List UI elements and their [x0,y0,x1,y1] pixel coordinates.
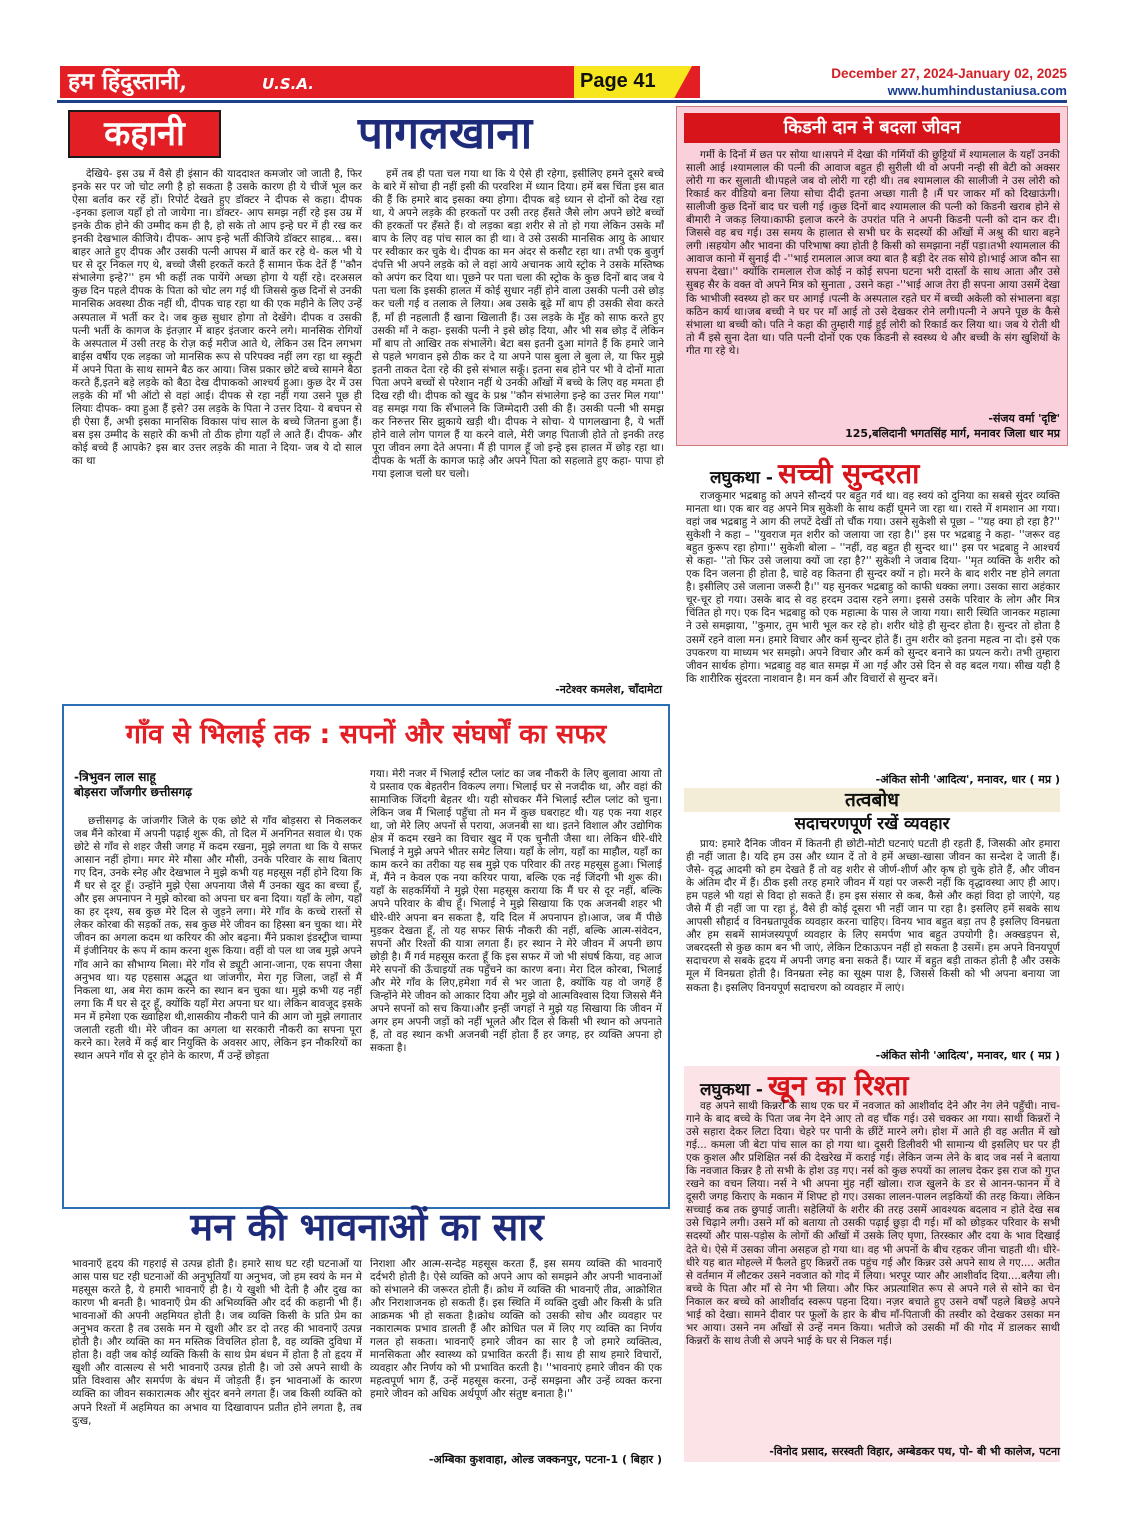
sundar-text: राजकुमार भद्रबाहु को अपने सौन्दर्य पर बहुत गर्व था। वह स्वयं को दुनिया का सबसे सुंदर व्यक्ति मानता था। एक बार वह अपने मित्र सुकेशी के साथ कहीं घूमने जा रहा था। रास्ते में शमशान आ गया। वहां जब भद्रबाहु ने आग की लपटें देखीं तो चौंक गया। उसने सुकेशी से पूछा – ''यह क्या हो रहा है?'' सुकेशी ने कहा – ''युवराज मृत शरीर को जलाया जा रहा है।'' इस पर भद्रबाहु ने कहा- ''जरूर वह बहुत कुरूप रहा होगा।'' सुकेशी बोला – ''नहीं, वह बहुत ही सुन्दर था।'' इस पर भद्रबाहु ने आश्चर्य से कहा- ''तो फिर उसे जलाया क्यों जा रहा है?'' सुकेशी ने जवाब दिया- ''मृत व्यक्ति के शरीर को एक दिन जलना ही होता है, चाहे वह कितना ही सुन्दर क्यों न हो। मरने के बाद शरीर नष्ट होने लगता है। इसीलिए उसे जलाना जरूरी है।'' यह सुनकर भद्रबाहु को काफी धक्का लगा। उसका सारा अहंकार चूर-चूर हो गया। उसके बाद से वह हरदम उदास रहने लगा। इससे उसके परिवार के लोग और मित्र चिंतित हो गए। एक दिन भद्रबाहु को एक महात्मा के पास ले जाया गया। सारी स्थिति जानकर महात्मा ने उसे समझाया, ''कुमार, तुम भारी भूल कर रहे हो। शरीर थोड़े ही सुन्दर होता है। सुन्दर तो होता है उसमें रहने वाला मन। हमारे विचार और कर्म सुन्दर होते हैं। तुम शरीर को इतना महत्व ना दो। इसे एक उपकरण या माध्यम भर समझो। अपने विचार और कर्म को सुन्दर बनाने का प्रयत्न करो। तभी तुम्हारा जीवन सार्थक होगा। भद्रबाहु वह बात समझ में आ गई और उसे दिन से वह बदल गया। सीख यही है कि शारीरिक सुंदरता नाशवान है। मन कर्म और विचारों से सुन्दर बनें। [686,490,1060,685]
story-text: देखिये- इस उम्र में वैसे ही इंसान की याददाश्त कमजोर जो जाती है, फिर इनके सर पर जो चोट लगी है हो सकता है उसके कारण ही ये चीजें भूल कर ऐसा बर्ताव कर रहें हों। रिपोर्ट देखते हुए डॉक्टर ने दीपक से कहा। दीपक -इनका इलाज यहाँ हो तो जायेगा ना। डॉक्टर- आप समझ नहीं रहे इस उम्र में इनके ठीक होने की उम्मीद कम ही है, हो सके तो आप इन्हे घर में ही रख कर इनकी देखभाल कीजिये। दीपक- आप इन्हे भर्ती कीजिये डॉक्टर साहब... बस। बाहर आते हुए दीपक और उसकी पत्नी आपस में बातें कर रहे थे- कल भी ये घर से दूर निकल गए थे, बच्चो जैसी हरकतें करते हैं सामान फेंक देतें हैं ''कौन संभालेगा इन्हे?'' हम भी कहीं तक पायेंगे अच्छा होगा ये यहीं रहे। दरअसल कुछ दिन पहले दीपक के पिता को चोट लग गई थी जिससे कुछ दिनों से उनकी मानसिक अवस्था ठीक नहीं थी, दीपक चाह रहा था की एक महीने के लिए उन्हें अस्पताल में भर्ती कर दे। जब कुछ सुधार होगा तो देखेंगे। दीपक व उसकी पत्नी भर्ती के कागज के इंतज़ार में बाहर इंतजार करने लगे। मानसिक रोगियों के अस्पताल में उसी तरह के रोज़ कई मरीज आते थे, लेकिन उस दिन लगभग बाईस वर्षीय एक लड़का जो मानसिक रूप से परिपक्व नहीं लग रहा था स्कूटी में अपने पिता के साथ सामने बैठ कर आया। जिस प्रकार छोटे बच्चे सामने बैठा करते हैं,इतने बड़े लड़के को बैठा देख दीपाकको आश्चर्य हुआ। कुछ देर में उस लड़के की माँ भी ऑटो से वहां आई। दीपक से रहा नहीं गया उसने पूछ ही लियाः दीपक- क्या हुआ हैं इसे? उस लड़के के पिता ने उत्तर दिया- ये बचपन से ही ऐसा हैं, अभी इसका मानसिक विकास पांच साल के बच्चे जितना हुआ हैं। बस इस उम्मीद के सहारे की कभी तो ठीक होगा यहाँ ले आते हैं। दीपक- और कोई बच्चे हैं आपके? इस बार उत्तर लड़के की माता ने दिया- जब ये दो साल का था [72,168,362,468]
page-number: Page 41 [580,70,656,92]
newspaper-name-suffix: U.S.A. [262,75,314,93]
sundar-label: लघुकथा - [710,468,773,488]
essay-title: मन की भावनाओं का सार [190,1205,544,1249]
essay-byline: -अम्बिका कुशवाहा, ओल्ड जक्कनपुर, पटना-1 ( बिहार ) [428,1453,662,1466]
feature-author: -त्रिभुवन लाल साहू [74,770,156,784]
kidney-story-body [686,149,1060,409]
story-column-1 [72,168,362,696]
story-column-2 [372,168,664,678]
feature-text: गया। मेरी नजर में भिलाई स्टील प्लांट का जब नौकरी के लिए बुलावा आया तो ये प्रस्ताव एक बेहतरीन विकल्प लगा। भिलाई घर से नजदीक था, और वहां की सामाजिक जिंदगी बेहतर थी। यही सोचकर मैंने भिलाई स्टील प्लांट को चुना। लेकिन जब मैं भिलाई पहुँचा तो मन में कुछ घबराहट थी। यह एक नया शहर था, जो मेरे लिए अपनों से पराया, अजनबी सा था। इतने विशाल और उद्योगिक क्षेत्र में कदम रखने का विचार खुद में एक चुनौती जैसा था। लेकिन धीरे-धीरे भिलाई ने मुझे अपने भीतर समेट लिया। यहाँ के लोग, यहाँ का माहौल, यहाँ का काम करने का तरीका यह सब मुझे एक परिवार की तरह महसूस हुआ। भिलाई में, मैंने न केवल एक नया करियर पाया, बल्कि एक नई जिंदगी भी शुरू की। यहाँ के सहकर्मियों ने मुझे ऐसा महसूस कराया कि मैं घर से दूर नहीं, बल्कि अपने परिवार के बीच हूँ। भिलाई ने मुझे सिखाया कि एक अजनबी शहर भी धीरे-धीरे अपना बन सकता है, यदि दिल में अपनापन हो।आज, जब मैं पीछे मुड़कर देखता हूँ, तो यह सफर सिर्फ नौकरी की नहीं, बल्कि आत्म-संवेदन, सपनों और रिश्तों की यात्रा लगता हैं। हर स्थान ने मेरे जीवन में अपनी छाप छोड़ी है। मैं गर्व महसूस करता हूँ कि इस सफर में जो भी संघर्ष किया, वह आज मेरे सपनों की ऊँचाइयों तक पहुँचने का कारण बना। मेरा दिल कोरबा, भिलाई और मेरे गाँव के लिए,हमेशा गर्व से भर जाता है, क्योंकि यह वो जगहें हैं जिन्होंने मेरे जीवन को आकार दिया और मुझे वो आत्मविश्वास दिया जिससे मैंने अपने सपनों को सच किया।और इन्हीं जगहों ने मुझे यह सिखाया कि जीवन में अगर हम अपनी जड़ों को नहीं भूलते और दिल से किसी भी स्थान को अपनाते हैं, तो वह स्थान कभी अजनबी नहीं होता हैं हर जगह, हर व्यक्ति अपना हो सकता है। [370,768,662,1054]
header-divider [57,100,1067,103]
kidney-address: 125,बलिदानी भगतसिंह मार्ग, मनावर जिला धार मप्र [845,427,1060,440]
sundar-heading [710,454,1060,488]
feature-place: बोड़सरा जाँजगीर छत्तीसगढ़ [74,785,192,799]
essay-text: निराशा और आत्म-सन्देह महसूस करता हैं, इस समय व्यक्ति की भावनाएँ दर्दभरी होती है। ऐसे व्यक्ति को अपने आप को समझने और अपनी भावनाओं को संभालने की जरूरत होती हैं। क्रोध में व्यक्ति की भावनाएँ तीव्र, आक्रोशित और निराशाजनक हो सकती हैं। इस स्थिति में व्यक्ति दुखी और किसी के प्रति आक्रमक भी हो सकता है।क्रोध व्यक्ति को उसकी सोच और व्यवहार पर नकारात्मक प्रभाव डालती हैं और क्रोधित पल में लिए गए व्यक्ति का निर्णय गलत हो सकता। भावनाएँ हमारे जीवन का सार है जो हमारे व्यक्तित्व, मानसिकता और स्वास्थ्य को प्रभावित करती हैं। साथ ही साथ हमारे विचारों, व्यवहार और निर्णय को भी प्रभावित करती है। ''भावनाएं हमारे जीवन की एक महत्वपूर्ण भाग हैं, उन्हें महसूस करना, उन्हें समझना और उन्हें व्यक्त करना हमारे जीवन को अधिक अर्थपूर्ण और संतुष्ट बनाता है।'' [370,1258,662,1401]
feature-column-2 [370,768,662,1200]
sundar-body [686,490,1060,770]
khoon-title: खून का रिश्ता [767,1069,909,1102]
tatva-text: प्राय: हमारे दैनिक जीवन में कितनी ही छोटी-मोटी घटनाएं घटती ही रहती हैं, जिसकी ओर हमारा ही नहीं जाता है। यदि हम उस और ध्यान दें तो वे हमें अच्छा-खासा जीवन का सन्देश दे जाती हैं। जैसे- वृद्ध आदमी को हम देखते हैं तो वह शरीर से जीर्ण-शीर्ण और कृष हो चुके होते हैं, और जीवन के अंतिम दौर में हैं। ठीक इसी तरह हमारे जीवन में यहां पर जरूरी नहीं कि वृद्धावस्था आए ही आए। हम पहले भी यहां से विदा हो सकते हैं। हम इस संसार से कब, कैसे और कहां विदा हो जाएंगे, यह जैसे मैं ही नहीं जा पा रहा हूं, वैसे ही कोई दूसरा भी नहीं जान पा रहा है। इसलिए हमें सबके साथ आपसी सौहार्द व विनम्रतापूर्वक व्यवहार करना चाहिए। विनय भाव बहुत बड़ा तप है इसलिए विनम्रता और हम सबमें सामंजस्यपूर्ण व्यवहार के लिए समर्पण भाव बहुत उपयोगी है। अक्खड़पन से, जबरदस्ती से कुछ काम बन भी जाएं, लेकिन टिकाऊपन नहीं हो सकता है उसमें। हम अपने विनयपूर्ण सदाचरण से सबके हृदय में अपनी जगह बना सकते हैं। प्यार में बहुत बड़ी ताकत होती है और उसके मूल में विनम्रता होती है। विनम्रता स्नेह का सूक्ष्म पाश है, जिससे किसी को भी अपना बनाया जा सकता है। इसलिए विनयपूर्ण सदाचरण को व्यवहार में लाएं। [686,838,1060,994]
tatva-label: तत्वबोध [845,789,899,811]
feature-column-1 [74,815,362,1200]
tatva-byline: -अंकित सोनी 'आदित्य', मनावर, धार ( मप्र ) [875,1049,1060,1062]
essay-text: भावनाएँ हृदय की गहराई से उत्पन्न होती है। हमारे साथ घट रही घटनाओं या आस पास घट रही घटनाओं की अनुभूतियाँ या अनुभव, जो हम स्वयं के मन मे महसूस करते है, ये हमारी भावनाएँ ही है। ये खुशी भी देती है और दुख का कारण भी बनती है। भावनाएँ प्रेम की अभिव्यक्ति और दर्द की कहानी भी हैं। भावनाओं की अपनी अहमियत होती है। जब व्यक्ति किसी के प्रति प्रेम का अनुभव करता है तब उसके मन मे खुशी और डर दो तरह की भावनाएँ उत्पन्न होती है। और व्यक्ति का मन मस्तिक विचलित होता है, वह व्यक्ति दुविधा में होता है। वही जब कोई व्यक्ति किसी के साथ प्रेम बंधन में होता है तो हृदय में खुशी और वात्सल्य से भरी भावनाएँ उत्पन्न होती है। जो उसे अपने साथी के प्रति विश्वास और समर्पण के बंधन में जोड़ती हैं। इन भावनाओं के कारण व्यक्ति का जीवन सकारात्मक और सुंदर बनने लगता हैं। जब किसी व्यक्ति को अपने रिश्तों में अहमियत का अभाव या दिखावापन प्रतीत होने लगता है, तब दुःख, [72,1258,362,1427]
issue-date: December 27, 2024-January 02, 2025 [831,66,1067,81]
section-label: कहानी [104,114,185,154]
khoon-heading [700,1066,1060,1100]
kidney-author: -संजय वर्मा 'दृष्टि' [988,412,1060,425]
feature-text: छत्तीसगढ़ के जांजगीर जिले के एक छोटे से गाँव बोड़सरा से निकलकर जब मैंने कोरबा में अपनी पढ़ाई शुरू की, तो दिल में अनगिनत सवाल थे। एक छोटे से गाँव से शहर जैसी जगह में कदम रखना, मुझे लगता था कि ये सफर आसान नहीं होगा। मगर मेरे मौसा और मौसी, उनके परिवार के साथ बिताए गए दिन, उनके स्नेह और देखभाल ने मुझे कभी यह महसूस नहीं होने दिया कि मैं घर से दूर हूँ। उन्होंने मुझे ऐसा अपनाया जैसे मैं उनका खुद का बच्चा हूँ, और इस अपनापन ने मुझे कोरबा को अपना घर बना दिया। यहाँ के लोग, यहाँ का हर दृश्य, सब कुछ मेरे दिल से जुड़ने लगा। मेरे गाँव के कच्चे रास्तों से लेकर कोरबा की सड़कों तक, सब कुछ मेरे जीवन का हिस्सा बन चुका था। मेरे जीवन का अगला कदम था करियर की ओर बढ़ना। मैंने प्रकाश इंडस्ट्रीज चाम्पा में इंजीनियर के रूप में काम करना शुरू किया। वहीं वो पल था जब मुझे अपने गाँव आने का सौभाग्य मिला। मेरे गाँव से ड्यूटी आना-जाना, एक सपना जैसा अनुभव था। यह एहसास अद्भुत था जांजगीर, मेरा गृह जिला, जहाँ से मैं निकला था, अब मेरा काम करने का स्थान बन चुका था। मुझे कभी यह नहीं लगा कि मैं घर से दूर हूँ, क्योंकि यहाँ मेरा अपना घर था। लेकिन बावजूद इसके मन में हमेशा एक ख्वाहिश थी,शासकीय नौकरी पाने की आग जो मुझे लगातार जलाती रहती थी। मेरे जीवन का अगला था सरकारी नौकरी का सपना पूरा करने का। रेलवे में कई बार नियुक्ति के अवसर आए, लेकिन इन नौकरियों का स्थान अपने गाँव से दूर होने के कारण, मैं उन्हें छोड़ता [74,815,362,1062]
feature-title: गाँव से भिलाई तक : सपनों और संघर्षों का सफर [125,719,607,750]
story-text: हमें तब ही पता चल गया था कि ये ऐसे ही रहेगा, इसीलिए हमने दूसरे बच्चे के बारे में सोचा ही नहीं इसी की परवरिश में ध्यान दिया। हमें बस चिंता इस बात की हैं कि हमारे बाद इसका क्या होगा। दीपक बड़े ध्यान से दोनों को देख रहा था, ये अपने लड़के की हरकतों पर उसी तरह हँसते जैसे लोग अपने छोटे बच्चों की हरकतों पर हँसते हैं। वो लड़का बड़ा शरीर से तो हो गया लेकिन उसके माँ बाप के लिए वह पांच साल का ही था। वे उसे उसकी मानसिक आयु के आधार पर स्वीकार कर चुके थे। दीपक का मन अंदर से कसौट रहा था। तभी एक बुजुर्ग दंपत्ति भी अपने लड़के को ले वहां आये अचानक आये स्ट्रोक ने उसके मस्तिष्क को अपंग कर दिया था। पूछने पर पता चला की स्ट्रोक के कुछ दिनों बाद जब ये पता चला कि इसकी हालत में कोई सुधार नहीं होने वाला उसकी पत्नी उसे छोड़ कर चली गई व तलाक ले लिया। अब उसके बूढ़े माँ बाप ही उसकी सेवा करते हैं, माँ ही नहलाती हैं खाना खिलाती हैं। उस लड़के के मुँह को साफ करते हुए उसकी माँ ने कहा- इसकी पत्नी ने इसे छोड़ दिया, और भी सब छोड़ दें लेकिन माँ बाप तो आखिर तक संभालेंगे। बेटा बस इतनी दुआ मांगते हैं कि हमारे जाने से पहले भगवान इसे ठीक कर दे या अपने पास बुला ले बुला ले, या फिर मुझे इतनी ताकत देता रहे की इसे संभाल सकूँ। इतना सब होने पर भी वे दोनों माता पिता अपने बच्चों से परेशान नहीं थे उनकी आँखों में बच्चे के लिए वह ममता ही दिख रही थी। दीपक को खुद के प्रश्न ''कौन संभालेगा इन्हे का उत्तर मिल गया'' वह समझ गया कि सँभालने कि जिम्मेदारी उसी की हैं। उसकी पत्नी भी समझ कर निरुत्तर सिर झुकाये खड़ी थी। दीपक ने सोचा- ये पागलखाना है, ये भर्ती होने वाले लोग पागल हैं या करने वाले, मेरी जगह पिताजी होते तो इनकी तरह पूरा जीवन लगा देते अपना। मैं ही पागल हूँ जो इन्हे इस हालत में छोड़ रहा था। दीपक के भर्ती के कागज फाड़े और अपने पिता को सहलाते हुए कहा- पापा हो गया इलाज चलो घर चलो। [372,168,664,481]
kidney-story-title: किडनी दान ने बदला जीवन [783,117,961,138]
tatva-title: सदाचरणपूर्ण रखें व्यवहार [794,814,950,834]
kidney-text: गर्मी के दिनों में छत पर सोया था।सपने में देखा की गर्मियों की छुट्टियों में श्यामलाल के यहाँ उनकी साली आई ।श्यामलाल की पत्नी की आवाज बहुत ही सुरीली थी वो अपनी नन्ही सी बेटी को अक्सर लोरी गा कर सुलाती थी।पहले जब वो लोरी गा रही थी। तब श्यामलाल की सालीजी ने उस लोरी को रिकार्ड कर वीडियो बना लिया सोचा दीदी इतना अच्छा गाती है ।मैं घर जाकर माँ को दिखाऊंगी। सालीजी कुछ दिनों बाद घर चली गई ।कुछ दिनों बाद श्यामलाल की पत्नी को किडनी खराब होने से बीमारी ने जकड़ लिया।काफी इलाज करने के उपरांत पति ने अपनी किडनी पत्नी को दान कर दी।जिससे वह बच गई। उस समय के हालात से सभी घर के सदस्यों की आँखों में अश्रु की धारा बहने लगी ।सहयोग और भावना की परिभाषा क्या होती है किसी को समझाना नहीं पड़ा।तभी श्यामलाल की आवाज कानो में सुनाई दी -''भाई रामलाल आज क्या बात है बड़ी देर तक सोये हो।भाई आज कौन सा सपना देखा।'' क्योंकि रामलाल रोज कोई न कोई सपना घटना भरी दास्ताँ के साथ आता और उसे सुबह सैर के वक्त वो अपने मित्र को सुनाता , उसने कहा -''भाई आज तेरा ही सपना आया उसमें देखा कि भाभीजी स्वस्थ्य हो कर घर आगई ।पत्नी के अस्पताल रहते घर में बच्ची अकेली को संभालना बड़ा कठिन कार्य था।जब बच्ची ने घर पर माँ आई तो उसे देखकर रोने लगी।पत्नी ने अपने पूछ के कैसे संभाला था बच्ची को। पति ने कहा की तुम्हारी गाई हुई लोरी को रिकार्ड कर लिया था। जब ये रोती थी तो मैं इसे सुना देता था। पति पत्नी दोनों एक एक किडनी से स्वस्थ्य थे और बच्ची के संग खुशियों के गीत गा रहे थे। [686,149,1060,357]
newspaper-name: हम हिंदुस्तानी, [68,68,188,95]
story-title: पागलखाना [357,108,533,159]
tatva-body [686,838,1060,1043]
essay-column-2 [370,1258,662,1443]
story-byline: -नटेश्वर कमलेश, चाँदामेटा [555,683,662,696]
khoon-body [686,1100,1060,1435]
khoon-label: लघुकथा - [700,1080,763,1100]
essay-column-1 [72,1258,362,1473]
sundar-byline: -अंकित सोनी 'आदित्य', मनावर, धार ( मप्र ) [875,773,1060,786]
khoon-text: वह अपने साथी किन्नरों के साथ एक घर में नवजात को आशीर्वाद देने और नेग लेने पहुँची। नाच-गाने के बाद बच्चे के पिता जब नेग देने आए तो वह चौंक गई। उसे चक्कर आ गया। साथी किन्नरों ने उसे सहारा देकर लिटा दिया। चेहरे पर पानी के छींटें मारने लगे। होश में आते ही वह अतीत में खो गई... कमला जी बेटा पांच साल का हो गया था। दूसरी डिलीवरी भी सामान्य थी इसलिए घर पर ही एक कुशल और प्रशिक्षित नर्स की देखरेख में कराई गई। लेकिन जन्म लेने के बाद जब नर्स ने बताया कि नवजात किन्नर है तो सभी के होश उड़ गए। नर्स को कुछ रुपयों का लालच देकर इस राज को गुप्त रखने का वचन लिया। नर्स ने भी अपना मुंह नहीं खोला। राज खुलने के डर से आनन-फानन में वे दूसरी जगह किराए के मकान में शिफ्ट हो गए। उसका लालन-पालन लड़कियों की तरह किया। लेकिन सच्चाई कब तक छुपाई जाती। सहेलियों के शरीर की तरह उसमें आवश्यक बदलाव न होते देख सब उसे चिढ़ाने लगी। उसने माँ को बताया तो उसकी पढ़ाई छुड़ा दी गई। माँ को छोड़कर परिवार के सभी सदस्यों और पास-पड़ोस के लोगों की आँखों में उसके लिए घृणा, तिरस्कार और दया के भाव दिखाई देते थे। ऐसे में उसका जीना असहज हो गया था। वह भी अपनों के बीच रहकर जीना चाहती थी। धीरे-धीरे यह बात मोहल्ले में फैलते हुए किन्नरों तक पहुंच गई और किन्नर उसे अपने साथ ले गए.... अतीत से वर्तमान में लौटकर उसने नवजात को गोद में लिया। भरपूर प्यार और आशीर्वाद दिया....बलैया ली। बच्चे के पिता और माँ से नेग भी लिया। और फिर अप्रत्याशित रूप से अपने गले से सोने का चेन निकाल कर बच्चे को आशीर्वाद स्वरूप पहना दिया। नज़र बचाते हुए उसने वर्षों पहले बिछड़े अपने भाई को देखा। सामने दीवार पर फूलों के हार के बीच माँ-पिताजी की तस्वीर को देखकर उसका मन भर आया। उसने नम आँखों से उन्हें नमन किया। भतीजे को उसकी माँ की गोद में डालकर साथी किन्नरों के साथ तेजी से अपने भाई के घर से निकल गई। [686,1100,1060,1347]
website-link[interactable]: www.humhindustaniusa.com [887,83,1067,98]
khoon-byline: -विनोद प्रसाद, सरस्वती विहार, अम्बेडकर पथ, पो- बी भी कालेज, पटना [769,1445,1060,1458]
sundar-title: सच्ची सुन्दरता [777,457,920,490]
